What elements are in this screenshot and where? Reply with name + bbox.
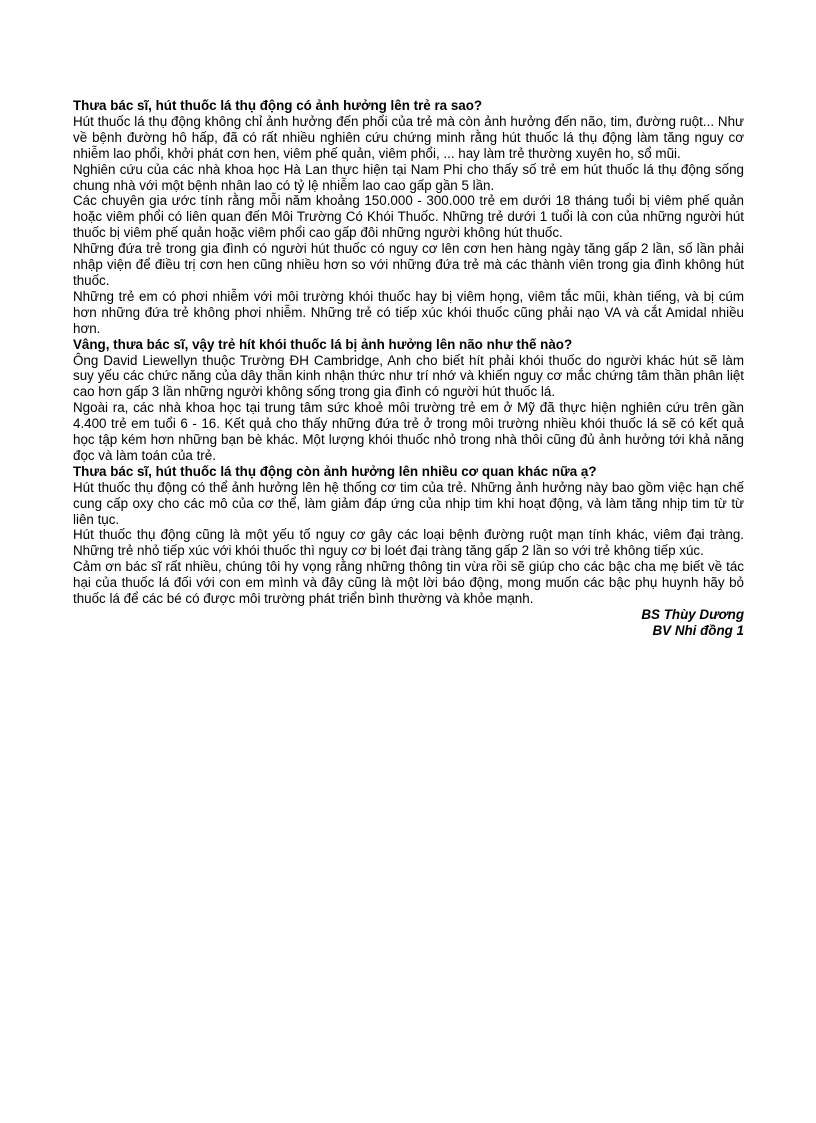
- signature-affiliation: BV Nhi đồng 1: [652, 622, 744, 638]
- signature-author: BS Thùy Dương: [641, 607, 744, 622]
- body-paragraph: Những đứa trẻ trong gia đình có người hút thuốc có nguy cơ lên cơn hen hàng ngày tăng gấp 2 lần, số lần phải nhập viện để điều trị cơn hen cũng nhiều hơn so với những đứa trẻ mà các thành viên trong gia đình không hút thuốc.: [73, 241, 744, 288]
- question-heading: Thưa bác sĩ, hút thuốc lá thụ động có ảnh hưởng lên trẻ ra sao?: [73, 98, 483, 113]
- body-paragraph: Hút thuốc thụ động cũng là một yếu tố nguy cơ gây các loại bệnh đường ruột mạn tính khác, viêm đại tràng. Những trẻ nhỏ tiếp xúc với khói thuốc thì nguy cơ bị loét đại tràng tăng gấp 2 lần so với trẻ không tiếp xúc.: [73, 527, 744, 559]
- body-paragraph: Ngoài ra, các nhà khoa học tại trung tâm sức khoẻ môi trường trẻ em ở Mỹ đã thực hiện nghiên cứu trên gần 4.400 trẻ em tuổi 6 - 16. Kết quả cho thấy những đứa trẻ ở trong môi trường nhiều khói thuốc lá sẽ có kết quả học tập kém hơn những bạn bè khác. Một lượng khói thuốc nhỏ trong nhà thôi cũng đủ ảnh hưởng tới khả năng đọc và làm toán của trẻ.: [73, 400, 744, 463]
- body-paragraph: Hút thuốc lá thụ động không chỉ ảnh hưởng đến phổi của trẻ mà còn ảnh hưởng đến não, tim, đường ruột... Như về bệnh đường hô hấp, đã có rất nhiều nghiên cứu chứng minh rằng hút thuốc lá thụ động làm tăng nguy cơ nhiễm lao phổi, khởi phát cơn hen, viêm phế quản, viêm phổi, ... hay làm trẻ thường xuyên ho, sổ mũi.: [73, 113, 744, 161]
- body-paragraph: Những trẻ em có phơi nhiễm với môi trường khói thuốc hay bị viêm họng, viêm tắc mũi, khàn tiếng, và bị cúm hơn những đứa trẻ không phơi nhiễm. Những trẻ có tiếp xúc khói thuốc cũng phải nạo VA và cắt Amidal nhiều hơn.: [73, 288, 744, 336]
- document-body: [73, 98, 744, 639]
- body-paragraph: Các chuyên gia ước tính rằng mỗi năm khoảng 150.000 - 300.000 trẻ em dưới 18 tháng tuổi bị viêm phế quản hoặc viêm phổi có liên quan đến Môi Trường Có Khói Thuốc. Những trẻ dưới 1 tuổi là con của những người hút thuốc bị viêm phế quản hoặc viêm phổi cao gấp đôi những người không hút thuốc.: [73, 193, 744, 241]
- body-paragraph: Ông David Liewellyn thuộc Trường ĐH Cambridge, Anh cho biết hít phải khói thuốc do người khác hút sẽ làm suy yếu các chức năng của dây thần kinh nhận thức như trí nhớ và khiến nguy cơ mắc chứng tâm thần phân liệt cao hơn gấp 3 lần những người không sống trong gia đình có người hút thuốc lá.: [73, 352, 744, 400]
- body-paragraph: Cảm ơn bác sĩ rất nhiều, chúng tôi hy vọng rằng những thông tin vừa rồi sẽ giúp cho các bậc cha mẹ biết về tác hại của thuốc lá đối với con em mình và đây cũng là một lời báo động, mong muốn các bậc phụ huynh hãy bỏ thuốc lá để các bé có được môi trường phát triển bình thường và khỏe mạnh.: [73, 559, 744, 607]
- body-paragraph: Nghiên cứu của các nhà khoa học Hà Lan thực hiện tại Nam Phi cho thấy số trẻ em hút thuốc lá thụ động sống chung nhà với một bệnh nhân lao có tỷ lệ nhiễm lao cao gấp gần 5 lần.: [73, 161, 744, 193]
- question-heading: Thưa bác sĩ, hút thuốc lá thụ động còn ảnh hưởng lên nhiều cơ quan khác nữa ạ?: [73, 463, 597, 479]
- body-paragraph: Hút thuốc thụ động có thể ảnh hưởng lên hệ thống cơ tim của trẻ. Những ảnh hưởng này bao gồm việc hạn chế cung cấp oxy cho các mô của cơ thể, làm giảm đáp ứng của nhịp tim khi hoạt động, và làm tăng nhịp tim từ từ liên tục.: [73, 479, 744, 527]
- question-heading: Vâng, thưa bác sĩ, vậy trẻ hít khói thuốc lá bị ảnh hưởng lên não như thế nào?: [73, 336, 573, 352]
